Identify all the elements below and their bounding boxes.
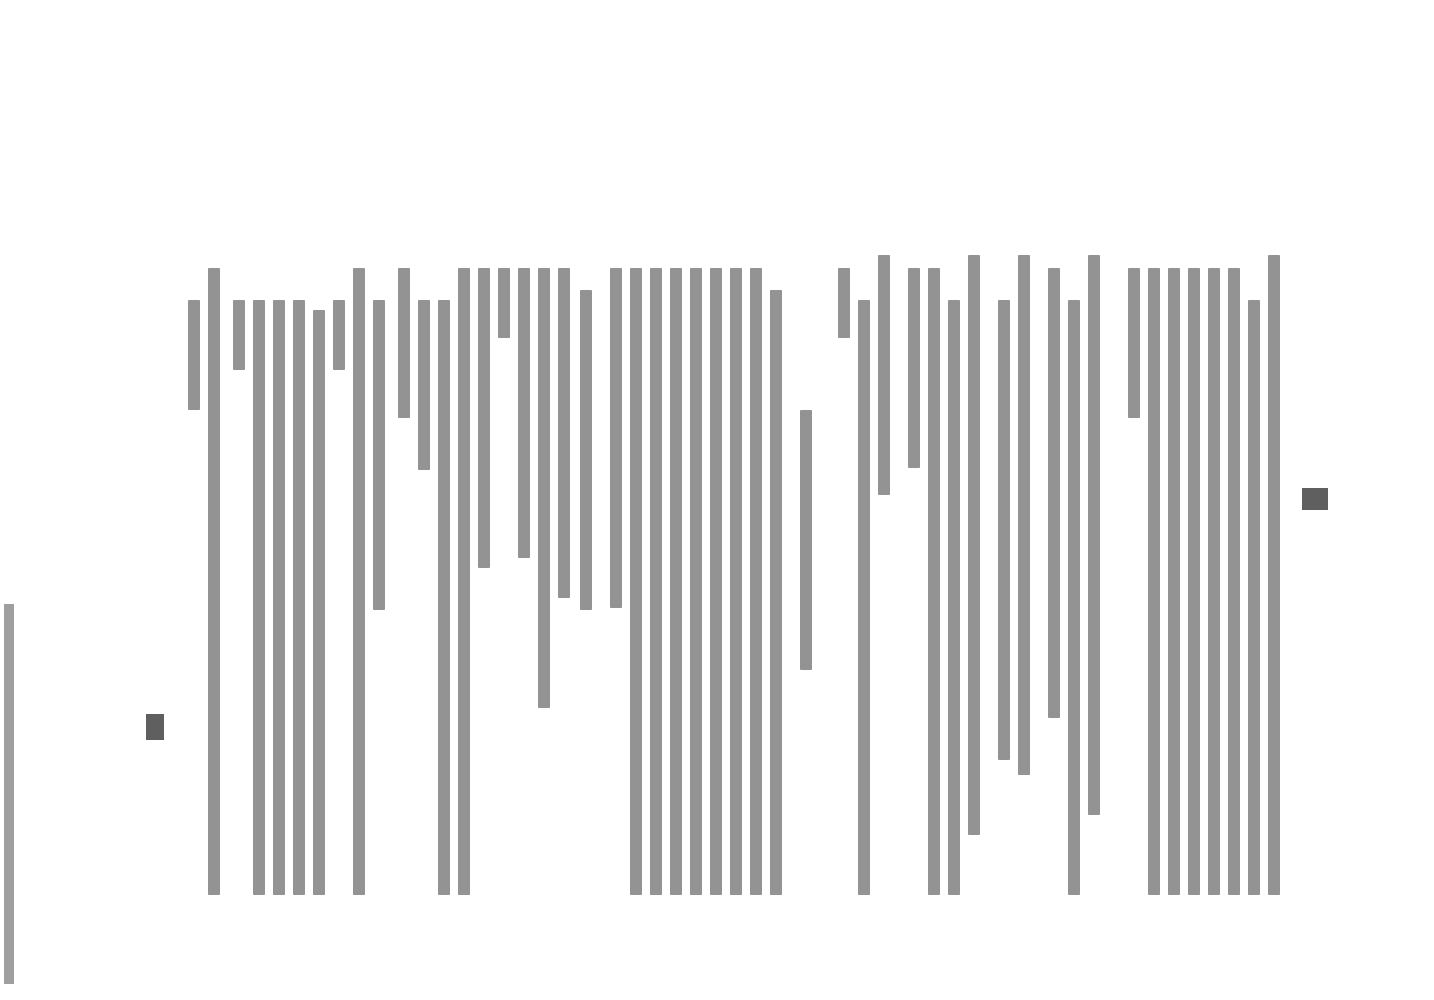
text-line xyxy=(253,300,265,895)
text-line xyxy=(1128,268,1140,418)
text-line xyxy=(690,268,702,895)
list-item xyxy=(518,268,530,558)
text-line xyxy=(948,300,960,895)
text-line xyxy=(233,300,245,370)
text-line xyxy=(750,268,762,895)
text-line xyxy=(710,268,722,895)
list-item xyxy=(458,268,470,895)
text-line xyxy=(1188,268,1200,895)
text-line xyxy=(1208,268,1220,895)
text-line xyxy=(968,255,980,835)
text-line xyxy=(1268,255,1280,895)
list-item xyxy=(418,300,430,470)
list-item xyxy=(208,268,220,895)
page-number xyxy=(1302,488,1328,510)
text-line xyxy=(1018,255,1030,775)
text-line xyxy=(1228,268,1240,895)
list-item xyxy=(333,300,345,370)
text-line xyxy=(1048,268,1060,718)
text-line xyxy=(373,300,385,610)
list-item xyxy=(478,268,490,568)
text-line xyxy=(1148,268,1160,895)
page-signature xyxy=(146,714,164,740)
text-line xyxy=(998,300,1010,760)
list-item xyxy=(398,268,410,418)
digitization-note xyxy=(4,604,14,984)
text-line xyxy=(273,300,285,895)
text-line xyxy=(293,300,305,895)
list-item xyxy=(538,268,550,708)
list-item xyxy=(353,268,365,895)
text-line xyxy=(908,268,920,468)
text-line xyxy=(1248,300,1260,895)
section-heading xyxy=(800,410,812,670)
text-line xyxy=(670,268,682,895)
text-line xyxy=(878,255,890,495)
list-item xyxy=(498,268,510,338)
list-item xyxy=(188,300,200,410)
text-line xyxy=(1168,268,1180,895)
text-line xyxy=(858,300,870,895)
text-line xyxy=(313,310,325,895)
text-line xyxy=(610,268,622,608)
text-line xyxy=(1088,255,1100,815)
text-line xyxy=(580,290,592,610)
text-line xyxy=(838,268,850,338)
text-line xyxy=(650,268,662,895)
text-line xyxy=(630,268,642,895)
list-item xyxy=(438,300,450,895)
text-line xyxy=(928,268,940,895)
text-line xyxy=(770,290,782,895)
text-line xyxy=(1068,300,1080,895)
list-item xyxy=(558,268,570,598)
text-line xyxy=(730,268,742,895)
